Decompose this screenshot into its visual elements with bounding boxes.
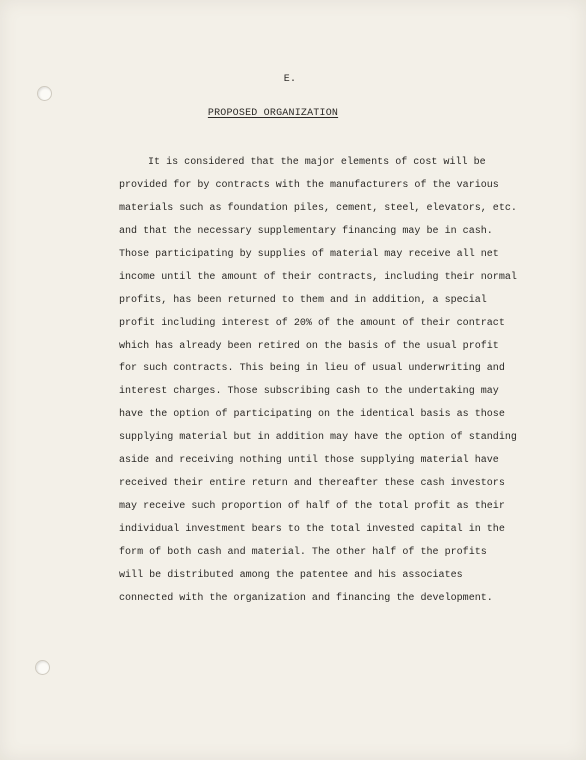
text-line: aside and receiving nothing until those supplying material have — [119, 455, 499, 467]
text-line: Those participating by supplies of material may receive all net — [119, 248, 499, 260]
text-line: It is considered that the major elements of cost will be — [148, 157, 486, 168]
punch-hole-bottom — [35, 660, 50, 675]
text-line: profits, has been returned to them and in addition, a special — [119, 294, 487, 306]
text-line: will be distributed among the patentee and his associates — [119, 569, 463, 581]
text-line: connected with the organization and financing the development. — [119, 592, 493, 604]
text-line: income until the amount of their contracts, including their normal — [119, 271, 517, 283]
text-line: have the option of participating on the identical basis as those — [119, 409, 505, 421]
text-line: supplying material but in addition may have the option of standing — [119, 432, 517, 444]
section-letter: E. — [283, 74, 297, 85]
text-line: interest charges. Those subscribing cash to the undertaking may — [119, 386, 499, 398]
body-text — [119, 152, 517, 611]
text-line: individual investment bears to the total invested capital in the — [119, 524, 505, 535]
text-line: provided for by contracts with the manufacturers of the various — [119, 179, 499, 191]
text-line: form of both cash and material. The other half of the profits — [119, 546, 487, 558]
section-title-text: PROPOSED ORGANIZATION — [207, 108, 339, 119]
text-line: may receive such proportion of half of the total profit as their — [119, 501, 505, 513]
text-line: and that the necessary supplementary financing may be in cash. — [119, 225, 493, 237]
text-line: profit including interest of 20% of the amount of their contract — [119, 317, 505, 329]
text-line: for such contracts. This being in lieu of usual underwriting and — [119, 363, 505, 375]
text-line: received their entire return and thereafter these cash investors — [119, 478, 505, 490]
section-title — [0, 108, 566, 119]
punch-hole-top — [37, 86, 52, 101]
text-line: materials such as foundation piles, cement, steel, elevators, etc. — [119, 202, 517, 214]
text-line: which has already been retired on the basis of the usual profit — [119, 340, 499, 352]
